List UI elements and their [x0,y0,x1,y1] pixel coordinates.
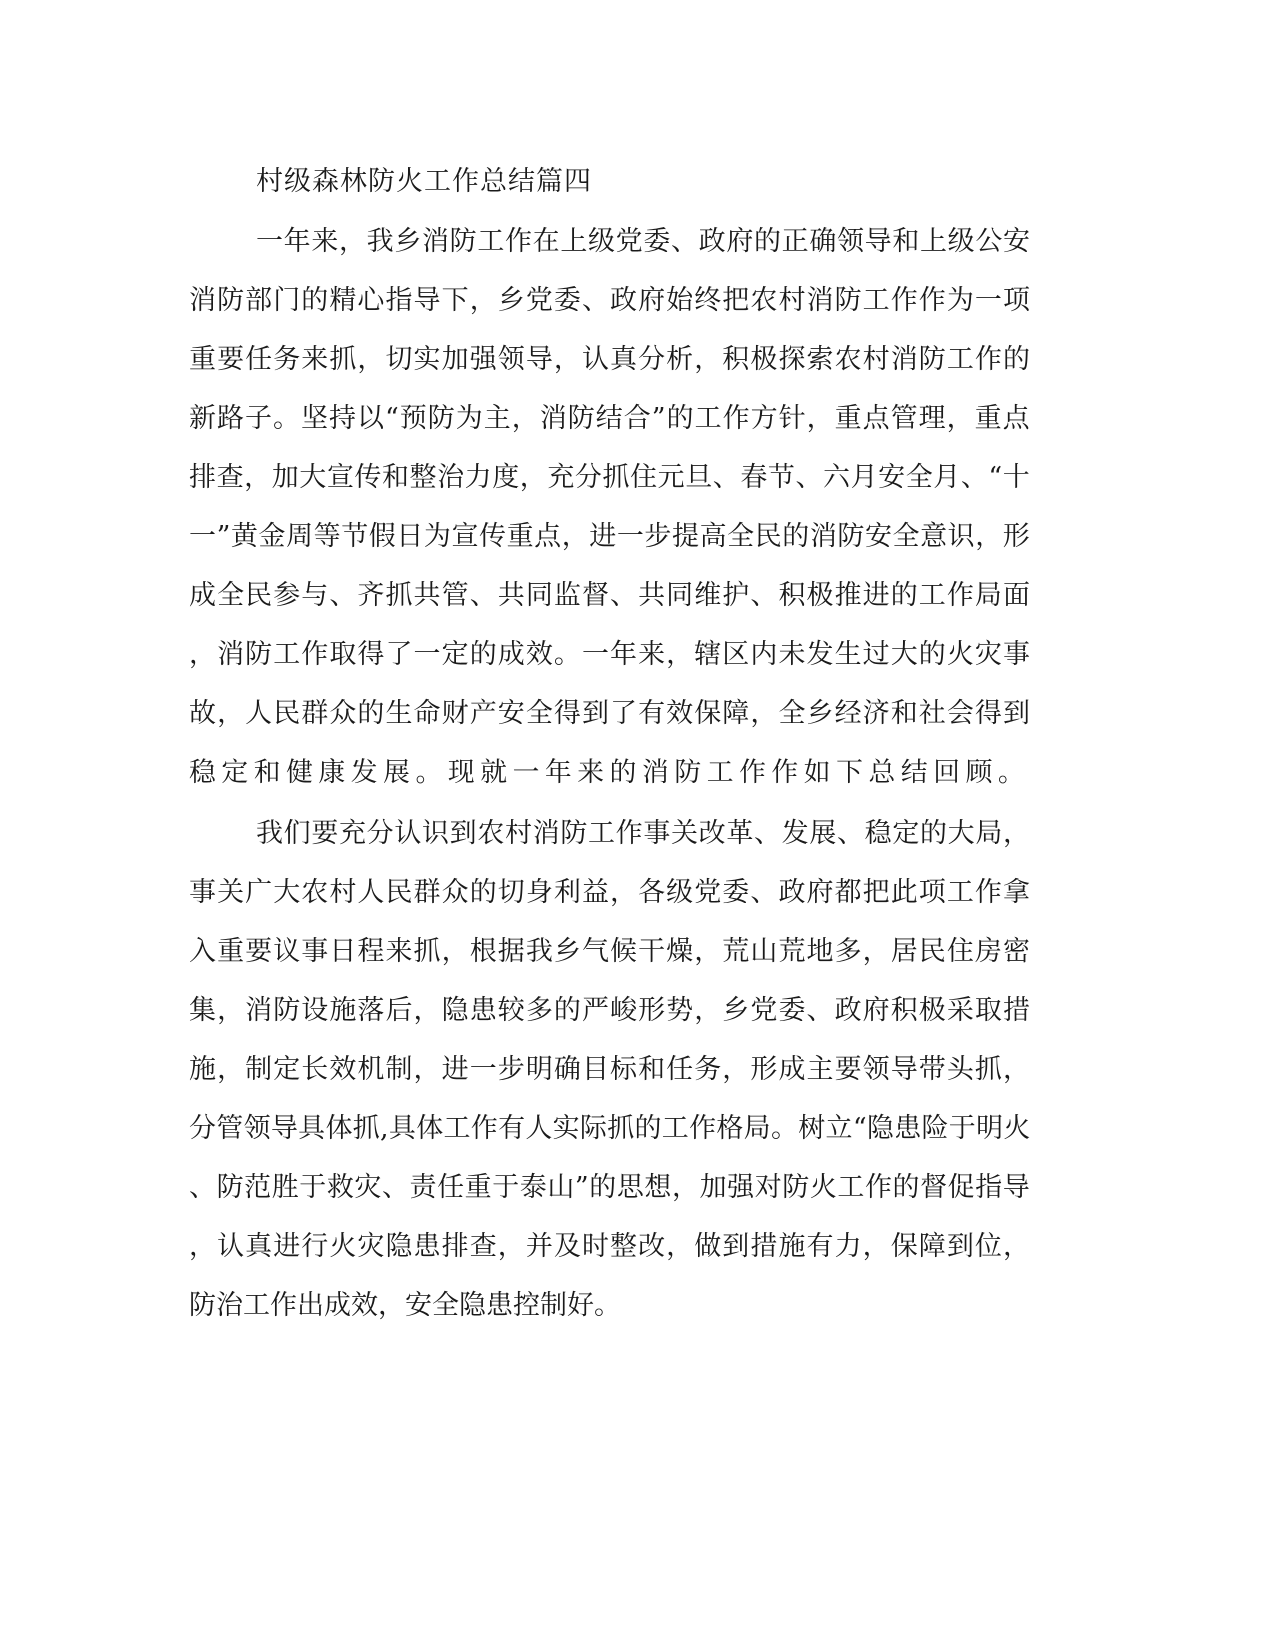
paragraph-line: 施，制定长效机制，进一步明确目标和任务，形成主要领导带头抓， [189,1054,1032,1085]
paragraph-line: 分管领导具体抓,具体工作有人实际抓的工作格局。树立“隐患险于明火 [189,1113,1031,1144]
paragraph-line: 、防范胜于救灾、责任重于泰山”的思想，加强对防火工作的督促指导 [189,1172,1031,1203]
paragraph-line: 集，消防设施落后，隐患较多的严峻形势，乡党委、政府积极采取措 [189,995,1032,1026]
paragraph-line: 消防部门的精心指导下，乡党委、政府始终把农村消防工作作为一项 [189,285,1032,316]
paragraph-line: 重要任务来抓，切实加强领导，认真分析，积极探索农村消防工作的 [189,344,1032,375]
paragraph-line: 一年来，我乡消防工作在上级党委、政府的正确领导和上级公安 [256,226,1031,257]
paragraph-line: 入重要议事日程来抓，根据我乡气候干燥，荒山荒地多，居民住房密 [189,936,1032,967]
paragraph-line: 事关广大农村人民群众的切身利益，各级党委、政府都把此项工作拿 [189,877,1032,908]
paragraph-line: 成全民参与、齐抓共管、共同监督、共同维护、积极推进的工作局面 [189,580,1032,611]
document-title: 村级森林防火工作总结篇四 [256,166,592,197]
paragraph-line: 防治工作出成效，安全隐患控制好。 [189,1290,621,1321]
paragraph-line: 一”黄金周等节假日为宣传重点，进一步提高全民的消防安全意识，形 [189,521,1031,552]
paragraph-line: 我们要充分认识到农村消防工作事关改革、发展、稳定的大局， [256,818,1031,849]
paragraph-line: ，消防工作取得了一定的成效。一年来，辖区内未发生过大的火灾事 [189,639,1032,670]
paragraph-line: ，认真进行火灾隐患排查，并及时整改，做到措施有力，保障到位， [189,1231,1032,1262]
paragraph-line: 新路子。坚持以“预防为主，消防结合”的工作方针，重点管理，重点 [189,403,1031,434]
paragraph-line: 稳定和健康发展。现就一年来的消防工作作如下总结回顾。 [189,757,1031,788]
paragraph-line: 排查，加大宣传和整治力度，充分抓住元旦、春节、六月安全月、“十 [189,462,1031,493]
paragraph-line: 故，人民群众的生命财产安全得到了有效保障，全乡经济和社会得到 [189,698,1032,729]
